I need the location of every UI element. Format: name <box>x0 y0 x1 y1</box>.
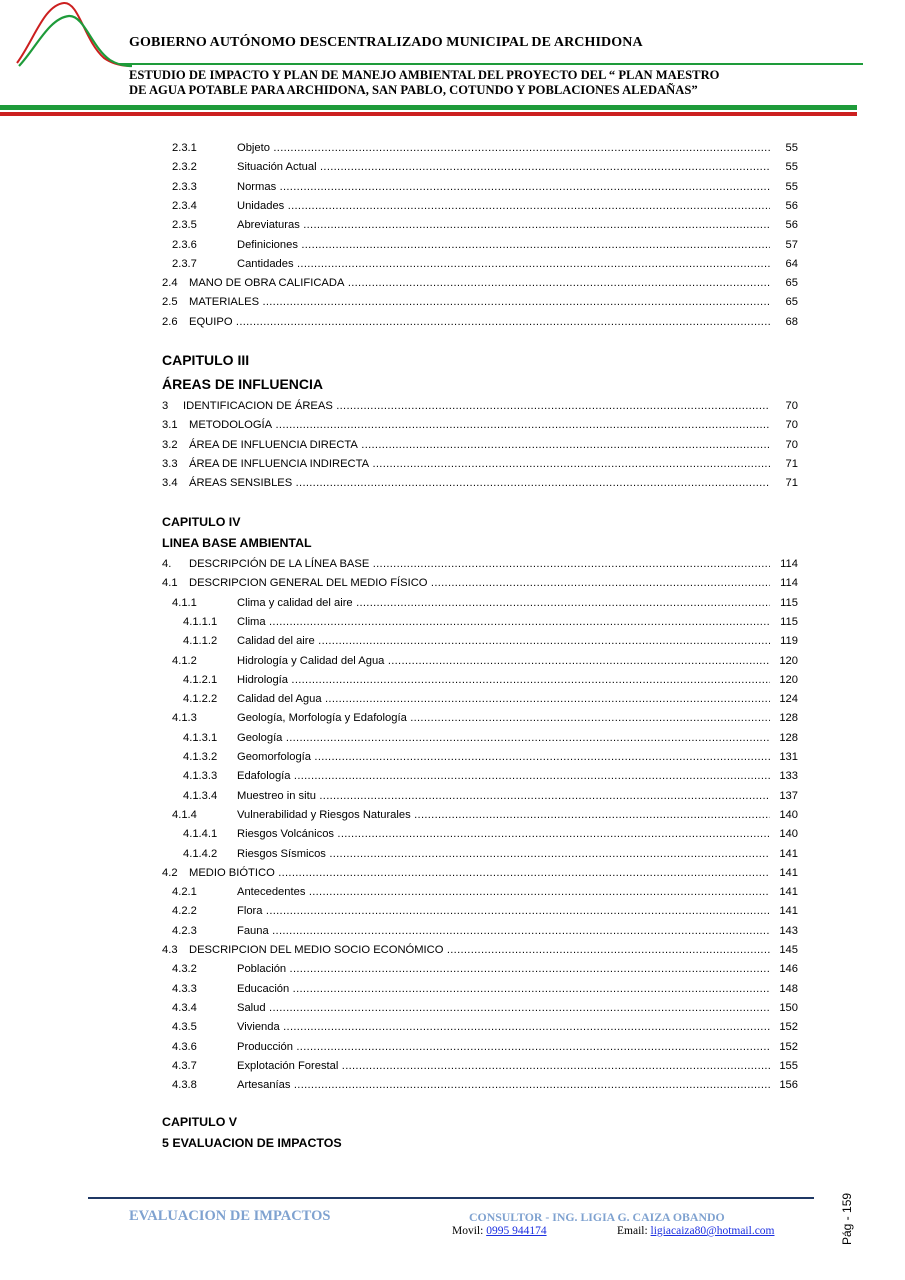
toc-entry-page: 56 <box>774 198 798 214</box>
toc-entry-page: 140 <box>774 807 798 823</box>
toc-entry-page: 128 <box>774 730 798 746</box>
toc-entry[interactable] <box>162 275 798 291</box>
toc-entry-page: 141 <box>774 903 798 919</box>
toc-entry-number: 2.6 <box>162 315 178 328</box>
page-number: Pág - 159 <box>840 1192 854 1245</box>
footer-phone-label: Movil: <box>452 1225 484 1237</box>
toc-entry-page: 131 <box>774 749 798 765</box>
toc-entry[interactable] <box>162 768 798 784</box>
toc-entry-page: 145 <box>774 942 798 958</box>
header-subtitle-line1: ESTUDIO DE IMPACTO Y PLAN DE MANEJO AMBIENTAL DEL PROYECTO DEL “ PLAN MAESTRO <box>129 68 720 82</box>
toc-entry-number: 4.3.4 <box>172 1001 197 1014</box>
footer-consultant: CONSULTOR - ING. LIGIA G. CAIZA OBANDO <box>469 1210 725 1224</box>
toc-entry-title: Calidad del Agua ..... <box>237 691 770 707</box>
toc-entry-title: Salud ..... <box>237 1000 770 1016</box>
toc-entry[interactable] <box>162 256 798 272</box>
toc-entry-number: 4.2.1 <box>172 886 197 899</box>
toc-entry-title: Clima ..... <box>237 614 770 630</box>
toc-entry[interactable] <box>162 198 798 214</box>
toc-entry-title: Fauna ..... <box>237 923 770 939</box>
toc-entry-number: 2.4 <box>162 277 178 290</box>
toc-entry-title: Riesgos Volcánicos ..... <box>237 826 770 842</box>
footer-section-title: EVALUACION DE IMPACTOS <box>129 1208 331 1224</box>
toc-entry[interactable] <box>162 556 798 572</box>
toc-entry-title: Flora ..... <box>237 903 770 919</box>
toc-entry-title: Geomorfología ..... <box>237 749 770 765</box>
toc-entry-number: 4.2 <box>162 866 178 879</box>
toc-entry[interactable] <box>162 575 798 591</box>
toc-entry-number: 2.3.1 <box>172 142 197 154</box>
toc-entry[interactable] <box>162 437 798 453</box>
toc-entry-page: 119 <box>774 633 798 649</box>
toc-entry-number: 4.3.8 <box>172 1079 197 1092</box>
header-red-band <box>0 112 857 116</box>
toc-entry-number: 4.2.2 <box>172 905 197 918</box>
toc-entry-number: 2.3.5 <box>172 219 197 232</box>
toc-entry[interactable] <box>162 140 798 156</box>
toc-entry-title: Abreviaturas ..... <box>237 217 770 233</box>
toc-entry[interactable] <box>162 1000 798 1016</box>
toc-entry-page: 55 <box>774 179 798 195</box>
toc-entry-title: Situación Actual ..... <box>237 159 770 175</box>
toc-entry-number: 2.3.3 <box>172 180 197 193</box>
toc-entry-number: 4.1.4.2 <box>183 847 218 860</box>
toc-entry-number: 4.3.7 <box>172 1059 197 1072</box>
toc-entry[interactable] <box>162 1077 798 1093</box>
toc-entry-title: Hidrología ..... <box>237 672 770 688</box>
toc-entry-page: 152 <box>774 1039 798 1055</box>
toc-entry-page: 64 <box>774 256 798 272</box>
toc-entry[interactable] <box>162 417 798 433</box>
toc-entry[interactable] <box>162 942 798 958</box>
toc-entry[interactable] <box>162 730 798 746</box>
toc-entry[interactable] <box>162 884 798 900</box>
toc-entry-number: 2.5 <box>162 296 178 309</box>
toc-entry-title: Calidad del aire ..... <box>237 633 770 649</box>
footer-rule <box>88 1197 814 1199</box>
toc-entry-title: Antecedentes ..... <box>237 884 770 900</box>
toc-entry-page: 133 <box>774 768 798 784</box>
chapter-4-label: CAPITULO IV <box>162 515 241 529</box>
toc-entry-title: Vivienda ..... <box>237 1019 770 1035</box>
toc-entry-number: 4.3.5 <box>172 1021 197 1034</box>
header-top-rule <box>118 63 863 65</box>
header-title: GOBIERNO AUTÓNOMO DESCENTRALIZADO MUNICIPAL DE ARCHIDONA <box>129 35 643 50</box>
footer-phone-link[interactable]: 0995 944174 <box>486 1225 547 1237</box>
toc-entry-page: 124 <box>774 691 798 707</box>
toc-entry-title: IDENTIFICACION DE ÁREAS ..... <box>183 398 770 414</box>
toc-entry[interactable] <box>162 749 798 765</box>
toc-entry-title: MATERIALES ..... <box>189 294 770 310</box>
toc-entry-title: Hidrología y Calidad del Agua ..... <box>237 653 770 669</box>
header-subtitle-line2: DE AGUA POTABLE PARA ARCHIDONA, SAN PABLO, COTUNDO Y POBLACIONES ALEDAÑAS” <box>129 83 698 97</box>
toc-entry[interactable] <box>162 633 798 649</box>
toc-entry[interactable] <box>162 217 798 233</box>
toc-entry-page: 55 <box>774 159 798 175</box>
toc-entry-page: 143 <box>774 923 798 939</box>
toc-entry-page: 156 <box>774 1077 798 1093</box>
toc-entry-title: Edafología ..... <box>237 768 770 784</box>
toc-entry-title: Muestreo in situ ..... <box>237 788 770 804</box>
toc-entry-page: 70 <box>774 417 798 433</box>
toc-entry-number: 4.1.1.2 <box>183 635 218 648</box>
toc-entry-title: Clima y calidad del aire ..... <box>237 595 770 611</box>
toc-entry-number: 4.1.4.1 <box>183 828 218 841</box>
toc-entry-page: 114 <box>774 575 798 591</box>
chapter-5-title: 5 EVALUACION DE IMPACTOS <box>162 1136 342 1150</box>
toc-entry-page: 57 <box>774 237 798 253</box>
footer-email-link[interactable]: ligiacaiza80@hotmail.com <box>650 1225 775 1237</box>
header-subtitle <box>129 68 829 98</box>
toc-entry-title: Cantidades ..... <box>237 256 770 272</box>
toc-entry-page: 141 <box>774 846 798 862</box>
toc-entry-title: EQUIPO ..... <box>189 314 770 330</box>
footer-phone <box>452 1225 547 1237</box>
chapter-5-label: CAPITULO V <box>162 1115 238 1129</box>
toc-entry-page: 115 <box>774 595 798 611</box>
toc-entry[interactable] <box>162 788 798 804</box>
toc-entry[interactable] <box>162 923 798 939</box>
toc-entry-page: 146 <box>774 961 798 977</box>
toc-entry-page: 148 <box>774 981 798 997</box>
toc-entry[interactable] <box>162 398 798 414</box>
toc-entry-number: 3.3 <box>162 457 178 470</box>
toc-entry-number: 4.3.3 <box>172 982 197 995</box>
toc-entry-title: Geología, Morfología y Edafología ..... <box>237 710 770 726</box>
toc-entry-number: 4.3.2 <box>172 963 197 976</box>
chapter-3-title: ÁREAS DE INFLUENCIA <box>162 376 324 392</box>
toc-entry-page: 137 <box>774 788 798 804</box>
footer-email <box>617 1225 775 1237</box>
toc-entry-number: 2.3.7 <box>172 257 197 270</box>
toc-entry-page: 140 <box>774 826 798 842</box>
toc-entry-title: Definiciones ..... <box>237 237 770 253</box>
toc-entry-title: Geología ..... <box>237 730 770 746</box>
toc-entry-number: 3.2 <box>162 438 178 451</box>
toc-entry-title: METODOLOGÍA ..... <box>189 417 770 433</box>
toc-entry-number: 4.2.3 <box>172 924 197 937</box>
toc-entry-title: Población ..... <box>237 961 770 977</box>
toc-entry-title: ÁREA DE INFLUENCIA DIRECTA ..... <box>189 437 770 453</box>
toc-entry[interactable] <box>162 846 798 862</box>
footer-email-label: Email: <box>617 1225 648 1237</box>
toc-entry[interactable] <box>162 807 798 823</box>
toc-entry-number: 3.1 <box>162 419 178 432</box>
toc-entry-page: 56 <box>774 217 798 233</box>
toc-entry-page: 70 <box>774 437 798 453</box>
toc-entry-number: 3.4 <box>162 477 178 490</box>
toc-entry-page: 141 <box>774 884 798 900</box>
toc-entry[interactable] <box>162 981 798 997</box>
toc-entry-number: 4.1.3.3 <box>183 770 218 783</box>
toc-entry[interactable] <box>162 672 798 688</box>
toc-entry-number: 4.1.2 <box>172 654 197 667</box>
toc-entry[interactable] <box>162 903 798 919</box>
toc-entry-title: Producción ..... <box>237 1039 770 1055</box>
toc-entry-number: 2.3.4 <box>172 199 197 212</box>
toc-entry[interactable] <box>162 826 798 842</box>
toc-entry[interactable] <box>162 475 798 491</box>
toc-entry-number: 4.1.2.1 <box>183 673 218 686</box>
toc-entry-title: MANO DE OBRA CALIFICADA ..... <box>189 275 770 291</box>
toc-entry-page: 71 <box>774 456 798 472</box>
toc-entry[interactable] <box>162 314 798 330</box>
toc-entry-title: DESCRIPCION GENERAL DEL MEDIO FÍSICO ..... <box>189 575 770 591</box>
toc-entry-page: 120 <box>774 672 798 688</box>
toc-entry[interactable] <box>162 865 798 881</box>
chapter-4-title: LINEA BASE AMBIENTAL <box>162 536 312 550</box>
toc-entry[interactable] <box>162 595 798 611</box>
toc-entry-title: Artesanías ..... <box>237 1077 770 1093</box>
toc-entry-number: 4.1.1 <box>172 596 197 609</box>
toc-entry-title: Normas ..... <box>237 179 770 195</box>
toc-entry-page: 150 <box>774 1000 798 1016</box>
toc-entry[interactable] <box>162 961 798 977</box>
toc-entry-number: 2.3.6 <box>172 238 197 251</box>
toc-entry-number: 4.3.6 <box>172 1040 197 1053</box>
toc-entry-title: Riesgos Sísmicos ..... <box>237 846 770 862</box>
toc-entry-page: 152 <box>774 1019 798 1035</box>
toc-entry-number: 3 <box>162 400 169 412</box>
toc-entry-title: ÁREA DE INFLUENCIA INDIRECTA ..... <box>189 456 770 472</box>
toc-entry-title: DESCRIPCIÓN DE LA LÍNEA BASE ..... <box>189 556 770 572</box>
toc-entry-page: 120 <box>774 653 798 669</box>
toc-entry-number: 4.1.3.2 <box>183 751 218 763</box>
toc-entry-page: 114 <box>774 556 798 572</box>
toc-entry-number: 2.3.2 <box>172 161 197 174</box>
toc-entry-page: 155 <box>774 1058 798 1074</box>
toc-entry-title: Unidades ..... <box>237 198 770 214</box>
toc-entry-page: 128 <box>774 710 798 726</box>
toc-entry-number: 4. <box>162 558 172 570</box>
toc-entry-title: Educación ..... <box>237 981 770 997</box>
toc-entry-page: 68 <box>774 314 798 330</box>
toc-entry-page: 65 <box>774 294 798 310</box>
toc-entry[interactable] <box>162 179 798 195</box>
toc-entry-title: Explotación Forestal ..... <box>237 1058 770 1074</box>
toc-entry-number: 4.1.3 <box>172 712 197 725</box>
toc-entry-page: 55 <box>774 140 798 156</box>
toc-entry-page: 71 <box>774 475 798 491</box>
toc-entry-number: 4.3 <box>162 944 178 956</box>
toc-entry-number: 4.1.3.1 <box>183 731 218 744</box>
toc-entry[interactable] <box>162 1039 798 1055</box>
toc-entry[interactable] <box>162 237 798 253</box>
toc-entry[interactable] <box>162 456 798 472</box>
toc-entry-page: 65 <box>774 275 798 291</box>
toc-entry-number: 4.1.1.1 <box>183 615 218 628</box>
toc-entry-number: 4.1.3.4 <box>183 789 218 802</box>
municipal-logo-curves-icon <box>14 0 134 70</box>
toc-entry-title: DESCRIPCION DEL MEDIO SOCIO ECONÓMICO ..... <box>189 942 770 958</box>
toc-entry-number: 4.1 <box>162 577 178 590</box>
toc-entry-title: Objeto ..... <box>237 140 770 156</box>
chapter-3-label: CAPITULO III <box>162 352 250 368</box>
toc-entry-title: Vulnerabilidad y Riesgos Naturales ..... <box>237 807 770 823</box>
toc-entry[interactable] <box>162 1019 798 1035</box>
toc-entry[interactable] <box>162 710 798 726</box>
toc-entry[interactable] <box>162 653 798 669</box>
toc-entry[interactable] <box>162 1058 798 1074</box>
toc-entry-number: 4.1.2.2 <box>183 693 218 706</box>
toc-entry-page: 70 <box>774 398 798 414</box>
toc-entry[interactable] <box>162 294 798 310</box>
toc-entry-page: 141 <box>774 865 798 881</box>
toc-entry-title: ÁREAS SENSIBLES ..... <box>189 475 770 491</box>
toc-entry-number: 4.1.4 <box>172 808 197 821</box>
toc-entry[interactable] <box>162 159 798 175</box>
toc-entry[interactable] <box>162 691 798 707</box>
toc-entry[interactable] <box>162 614 798 630</box>
toc-entry-page: 115 <box>774 614 798 630</box>
toc-entry-title: MEDIO BIÓTICO ..... <box>189 865 770 881</box>
